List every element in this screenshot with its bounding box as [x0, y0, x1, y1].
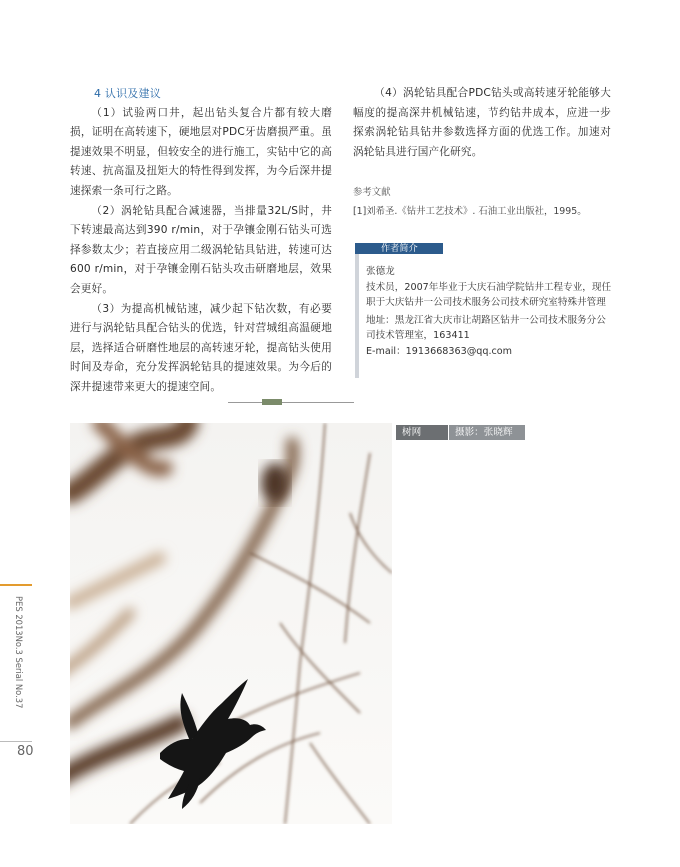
divider-mark	[262, 399, 282, 405]
paragraph-3: （3）为提高机械钻速，减少起下钻次数，有必要进行与涡轮钻具配合钻头的优选，针对营城组高温硬地层，选择适合研磨性地层的高转速牙轮，提高钻头使用时间及寿命，充分发挥涡轮钻具的提速效果。为今后的深井提速带来更大的提速空间。	[70, 302, 332, 393]
left-column	[70, 84, 332, 398]
side-accent-line	[0, 584, 32, 586]
paragraph-2: （2）涡轮钻具配合减速器，当排量32L/S时，井下转速最高达到390 r/min，对于孕镶金刚石钻头可选择参数太少；若直接应用二级涡轮钻具钻进，转速可达600 r/min，对于孕镶金刚石钻头攻击研磨地层，效果会更好。	[70, 204, 332, 295]
right-column	[353, 84, 611, 162]
journal-info: PES 2013No.3 Serial No.37	[14, 596, 24, 709]
photo-title: 树网	[396, 425, 448, 440]
author-email: E-mail：1913668363@qq.com	[366, 345, 513, 357]
author-name: 张德龙	[366, 266, 395, 277]
tree-bird-photo	[70, 423, 392, 824]
page-number: 80	[17, 744, 34, 759]
author-side-rule	[355, 254, 359, 378]
photo-illustration	[70, 423, 392, 824]
author-address: 地址：黑龙江省大庆市让胡路区钻井一公司技术服务分公司技术管理室，163411	[366, 314, 606, 342]
paragraph-4: （4）涡轮钻具配合PDC钻头或高转速牙轮能够大幅度的提高深井机械钻速，节约钻井成本，应进一步探索涡轮钻具钻井参数选择方面的优选工作。加速对涡轮钻具进行国产化研究。	[353, 87, 611, 158]
page-rule	[0, 741, 32, 742]
paragraph-1: （1）试验两口井，起出钻头复合片都有较大磨损，证明在高转速下，硬地层对PDC牙齿磨损严重。虽提速效果不明显，但较安全的进行施工，实钻中它的高转速、抗高温及扭矩大的特性得到发挥，为今后深井提速探索一条可行之路。	[70, 106, 332, 197]
section-title: 4 认识及建议	[94, 87, 161, 100]
author-bio: 技术员，2007年毕业于大庆石油学院钻井工程专业，现任职于大庆钻井一公司技术服务公司技术研究室特殊井管理	[366, 281, 612, 309]
section-divider	[228, 402, 354, 403]
author-heading-bar	[355, 243, 443, 254]
photo-credit: 摄影：张晓辉	[449, 425, 525, 440]
author-info	[366, 264, 614, 360]
author-heading: 作者简介	[381, 243, 418, 254]
reference-item: [1]刘希圣.《钻井工艺技术》. 石油工业出版社，1995。	[353, 206, 587, 217]
references-heading: 参考文献	[353, 187, 391, 198]
